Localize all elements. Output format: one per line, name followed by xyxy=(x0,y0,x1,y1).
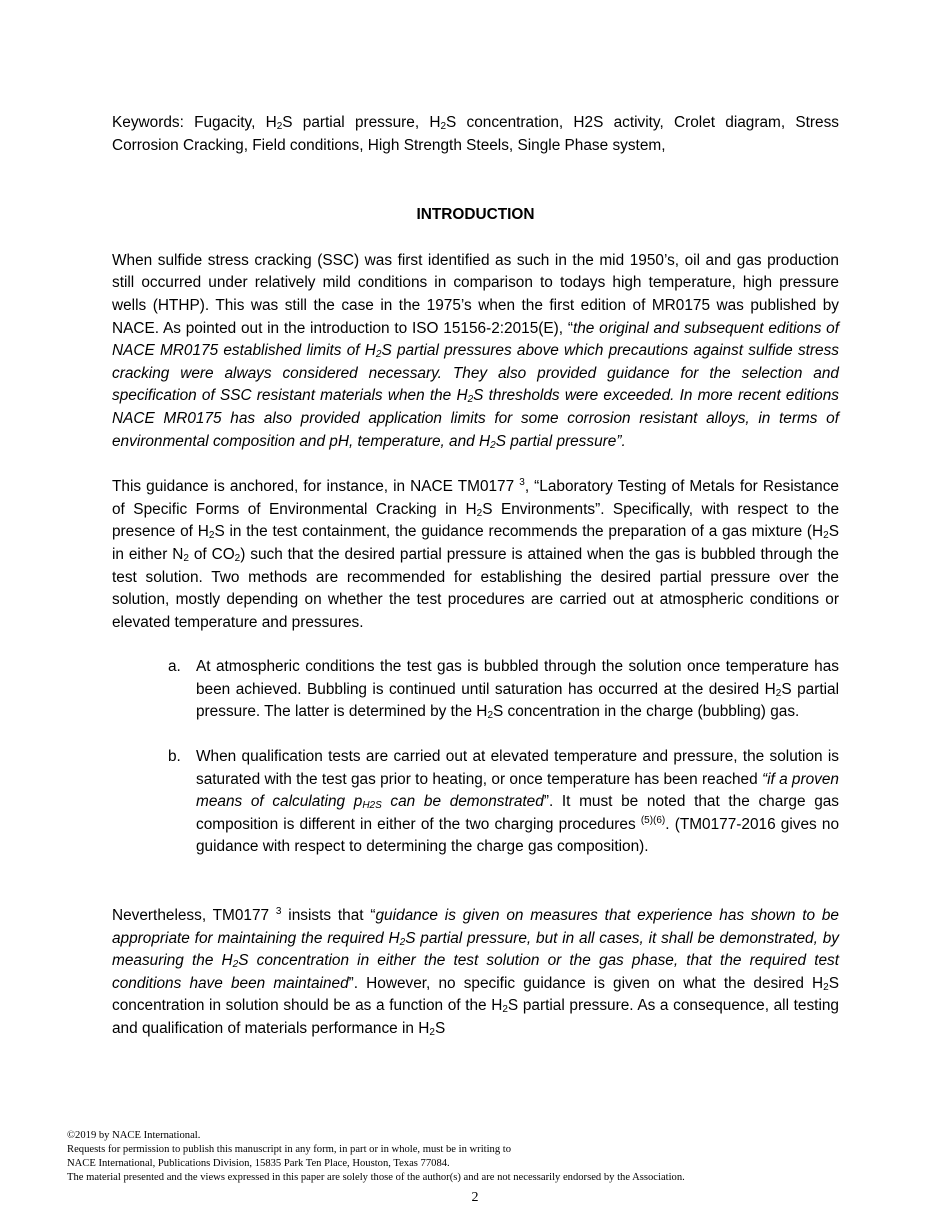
reference-superscript: (5)(6) xyxy=(640,814,666,826)
subscript: 2 xyxy=(429,1027,435,1038)
quote-run: can be demonstrated xyxy=(381,793,544,811)
copyright-footer xyxy=(67,1129,887,1185)
text-run: insists that “ xyxy=(281,907,376,925)
text-run: S concentration, H2S activity, Crolet diagram, Stress Corrosion Cracking, Field conditions, High Strength Steels, Single Phase system, xyxy=(112,114,839,154)
text-run: When qualification tests are carried out at elevated temperature and pressure, the solution is saturated with the test gas prior to heating, or once temperature has been reached xyxy=(196,748,839,788)
subscript: 2 xyxy=(490,439,496,451)
footer-address: NACE International, Publications Division, 15835 Park Ten Place, Houston, Texas 77084. xyxy=(67,1158,450,1169)
text-run: Nevertheless, TM0177 xyxy=(112,907,276,925)
subscript: 2 xyxy=(476,507,483,519)
text-run: of CO xyxy=(188,545,235,563)
subscript: 2 xyxy=(208,530,215,542)
text-run: ”. It must be noted that the charge gas composition is different in either of the two charging procedures xyxy=(196,793,840,833)
subscript: 2 xyxy=(375,349,382,361)
subscript: 2 xyxy=(502,1004,508,1016)
list-marker: b. xyxy=(168,748,181,766)
text-run: S concentration in solution should be as a function of the H xyxy=(112,974,839,1015)
text-run: S xyxy=(434,1020,446,1037)
text-run: S in the test containment, the guidance recommends the preparation of a gas mixture (H xyxy=(214,523,824,541)
text-run: S partial pressure, H xyxy=(282,114,441,131)
reference-superscript: 3 xyxy=(519,477,525,489)
list-marker: a. xyxy=(168,658,181,676)
section-heading: INTRODUCTION xyxy=(416,206,535,224)
text-run: Keywords: Fugacity, H xyxy=(112,114,277,131)
text-run: . (TM0177-2016 gives no guidance with respect to determining the charge gas composition). xyxy=(196,815,839,856)
subscript: 2 xyxy=(823,981,829,993)
text-run: S partial pressure. The latter is determined by the H xyxy=(196,680,839,721)
subscript: 2 xyxy=(183,552,189,564)
text-run: At atmospheric conditions the test gas is bubbled through the solution once temperature has been achieved. Bubbling is continued until saturation has occurred at the desired H xyxy=(196,658,839,698)
subscript: 2 xyxy=(399,936,406,948)
subscript: 2 xyxy=(440,121,447,132)
footer-disclaimer: The material presented and the views expressed in this paper are solely those of the author(s) and are not necessarily endorsed by the Association. xyxy=(67,1172,685,1183)
quote-run: S partial pressure”. xyxy=(495,432,626,450)
text-run: S in either N xyxy=(112,523,839,563)
text-run: ) such that the desired partial pressure is attained when the gas is bubbled through the test solution. Two methods are recommended for establishing the desired partial pressure over the solution, mostly depending on whether the test procedures are carried out at atmospheric conditions or elevated temperature and pressures. xyxy=(112,545,839,631)
text-run: This guidance is anchored, for instance, in NACE TM0177 xyxy=(112,478,520,496)
intro-paragraph-3 xyxy=(112,905,839,1041)
text-run: When sulfide stress cracking (SSC) was first identified as such in the mid 1950’s, oil and gas production still occurred under relatively mild conditions in comparison to todays high temperature, high pressure wells (HTHP). This was still the case in the 1975’s when the first edition of MR0175 was published by NACE. As pointed out in the introduction to ISO 15156-2:2015(E), “ xyxy=(112,251,839,337)
subscript: 2 xyxy=(232,959,239,971)
subscript: 2 xyxy=(276,121,283,132)
subscript: H2S xyxy=(362,800,382,812)
quote-run: the original and subsequent editions of NACE MR0175 established limits of H xyxy=(112,319,839,360)
text-run: , “Laboratory Testing of Metals for Resistance of Specific Forms of Environmental Cracking in H xyxy=(112,478,839,518)
text-run: ”. However, no specific guidance is given on what the desired H xyxy=(348,974,824,992)
footer-copyright: ©2019 by NACE International. xyxy=(67,1130,201,1141)
text-run: S concentration in the charge (bubbling) gas. xyxy=(493,703,800,721)
keywords-paragraph xyxy=(112,112,839,157)
quote-run: S concentration in either the test solution or the gas phase, that the required test conditions have been maintained xyxy=(112,952,839,992)
subscript: 2 xyxy=(234,552,241,564)
footer-permission: Requests for permission to publish this manuscript in any form, in part or in whole, must be in writing to xyxy=(67,1144,512,1155)
subscript: 2 xyxy=(823,530,829,542)
page-number: 2 xyxy=(471,1190,479,1205)
subscript: 2 xyxy=(775,687,782,699)
page-body xyxy=(112,112,839,1041)
reference-superscript: 3 xyxy=(275,906,282,918)
quote-run: S partial pressure, but in all cases, it shall be demonstrated, by measuring the H xyxy=(112,929,839,970)
intro-paragraph-2 xyxy=(112,476,839,634)
text-run: S Environments”. Specifically, with respect to the presence of H xyxy=(112,500,840,541)
intro-paragraph-1 xyxy=(112,250,839,453)
list-item xyxy=(112,746,839,859)
text-run: S partial pressure. As a consequence, all testing and qualification of materials performance in H xyxy=(112,997,839,1037)
subscript: 2 xyxy=(467,394,474,406)
list-item xyxy=(112,656,839,724)
quote-run: guidance is given on measures that experience has shown to be appropriate for maintaining the required H xyxy=(112,907,839,947)
quote-run: “if a proven means of calculating p xyxy=(196,770,839,811)
quote-run: S thresholds were exceeded. In more recent editions NACE MR0175 has also provided application limits for some corrosion resistant alloys, in terms of environmental composition and pH, temperature, and H xyxy=(112,387,839,450)
subscript: 2 xyxy=(487,710,493,722)
procedure-list xyxy=(112,656,839,859)
quote-run: S partial pressures above which precautions against sulfide stress cracking were always considered necessary. They also provided guidance for the selection and specification of SSC resistant materials when the H xyxy=(112,342,839,405)
